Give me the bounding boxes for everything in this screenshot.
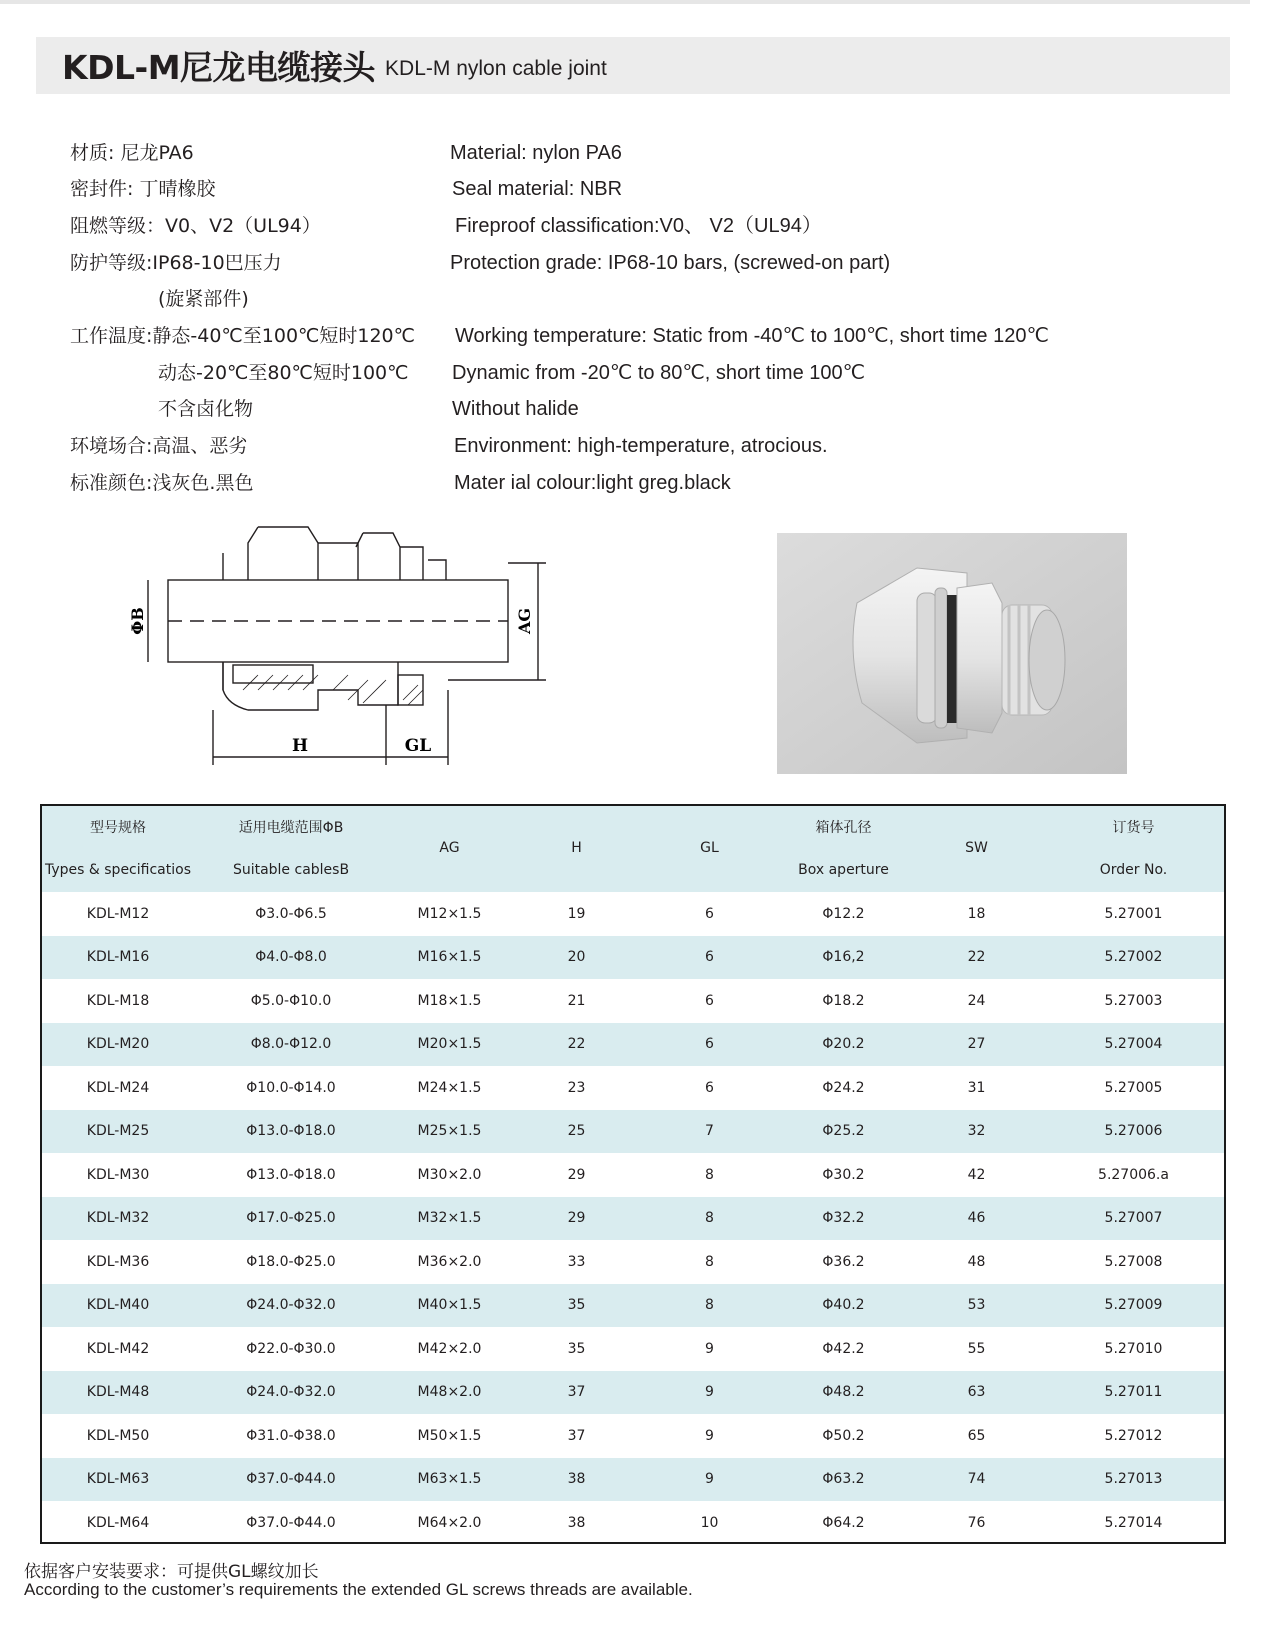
cell-cable-range: Φ37.0-Φ44.0 (246, 1514, 336, 1531)
table-row (42, 1371, 1224, 1415)
cell-type: KDL-M48 (86, 1384, 150, 1401)
cell-cable-range: Φ8.0-Φ12.0 (250, 1036, 332, 1053)
spec-cn-fireproof: 阻燃等级：V0、V2（UL94） (70, 215, 321, 237)
cell-type: KDL-M16 (86, 949, 150, 966)
cell-order-no: 5.27007 (1104, 1210, 1163, 1227)
cell-order-no: 5.27005 (1104, 1079, 1163, 1096)
cell-box-aperture: Φ20.2 (822, 1036, 865, 1053)
cell-ag: M63×1.5 (417, 1471, 482, 1488)
thread-hatching (403, 685, 423, 705)
table-row (42, 1501, 1224, 1544)
cell-box-aperture: Φ63.2 (822, 1471, 865, 1488)
cell-gl: 8 (705, 1210, 714, 1227)
cell-order-no: 5.27006.a (1098, 1166, 1169, 1183)
cell-type: KDL-M30 (86, 1166, 150, 1183)
cell-h: 29 (567, 1210, 586, 1227)
cell-h: 38 (567, 1514, 586, 1531)
cell-order-no: 5.27010 (1104, 1340, 1163, 1357)
cell-type: KDL-M12 (86, 905, 150, 922)
header-ag: AG (439, 840, 460, 856)
cell-cable-range: Φ31.0-Φ38.0 (246, 1427, 336, 1444)
cell-sw: 48 (967, 1253, 986, 1270)
cell-type: KDL-M64 (86, 1514, 150, 1531)
cell-order-no: 5.27008 (1104, 1253, 1163, 1270)
cell-h: 38 (567, 1471, 586, 1488)
bottom-outline (223, 662, 398, 710)
footnote-cn: 依据客户安装要求：可提供GL螺纹加长 (24, 1562, 319, 1582)
cell-h: 35 (567, 1297, 586, 1314)
cell-cable-range: Φ10.0-Φ14.0 (246, 1079, 336, 1096)
product-photo (777, 533, 1127, 774)
cell-sw: 24 (967, 992, 986, 1009)
hatching (243, 675, 386, 703)
cell-box-aperture: Φ64.2 (822, 1514, 865, 1531)
cell-sw: 65 (967, 1427, 986, 1444)
cell-gl: 6 (705, 1036, 714, 1053)
table-row (42, 1414, 1224, 1458)
title-bar (36, 37, 1230, 94)
spec-cn-protection-note: (旋紧部件) (158, 288, 249, 310)
cell-order-no: 5.27001 (1104, 905, 1163, 922)
cell-sw: 27 (967, 1036, 986, 1053)
cell-box-aperture: Φ50.2 (822, 1427, 865, 1444)
table-row (42, 936, 1224, 980)
cell-ag: M12×1.5 (417, 905, 482, 922)
thread-top (400, 547, 446, 580)
spec-en-colour: Mater ial colour:light greg.black (454, 472, 731, 494)
cell-gl: 9 (705, 1384, 714, 1401)
cell-cable-range: Φ18.0-Φ25.0 (246, 1253, 336, 1270)
spec-cn-environment: 环境场合:高温、恶劣 (70, 435, 248, 457)
cell-sw: 63 (967, 1384, 986, 1401)
cell-ag: M30×2.0 (417, 1166, 482, 1183)
cell-cable-range: Φ5.0-Φ10.0 (250, 992, 332, 1009)
cell-sw: 18 (967, 905, 986, 922)
cell-h: 23 (567, 1079, 586, 1096)
label-b: ΦB (128, 607, 147, 635)
table-row (42, 1327, 1224, 1371)
table-row (42, 1458, 1224, 1502)
cell-gl: 10 (700, 1514, 719, 1531)
header-order-no: 订货号 Order No. (1099, 820, 1168, 878)
spec-cn-colour: 标准颜色:浅灰色.黑色 (70, 472, 254, 494)
cell-ag: M25×1.5 (417, 1123, 482, 1140)
table-header-row (42, 806, 1224, 892)
cell-box-aperture: Φ48.2 (822, 1384, 865, 1401)
cell-gl: 6 (705, 992, 714, 1009)
cell-cable-range: Φ4.0-Φ8.0 (255, 949, 327, 966)
thread-outline (398, 675, 423, 705)
cell-cable-range: Φ3.0-Φ6.5 (255, 905, 327, 922)
cell-order-no: 5.27011 (1104, 1384, 1163, 1401)
cell-ag: M48×2.0 (417, 1384, 482, 1401)
cell-ag: M64×2.0 (417, 1514, 482, 1531)
cell-h: 21 (567, 992, 586, 1009)
cell-gl: 7 (705, 1123, 714, 1140)
header-cable-range: 适用电缆范围ΦB Suitable cablesB (232, 820, 350, 878)
cell-box-aperture: Φ16,2 (822, 949, 865, 966)
cell-sw: 31 (967, 1079, 986, 1096)
cell-sw: 32 (967, 1123, 986, 1140)
spec-en-material: Material: nylon PA6 (450, 142, 622, 164)
spec-cn-temperature-dynamic: 动态-20℃至80℃短时100℃ (158, 362, 409, 384)
cell-gl: 8 (705, 1297, 714, 1314)
spec-cn-protection: 防护等级:IP68-10巴压力 (70, 252, 282, 274)
label-ag: AG (515, 607, 534, 635)
cell-gl: 9 (705, 1340, 714, 1357)
cell-sw: 76 (967, 1514, 986, 1531)
table-row (42, 1023, 1224, 1067)
table-row (42, 1284, 1224, 1328)
page-title: KDL-M尼龙电缆接头 (62, 48, 376, 87)
cell-h: 20 (567, 949, 586, 966)
cell-gl: 8 (705, 1166, 714, 1183)
cell-h: 22 (567, 1036, 586, 1053)
cell-ag: M36×2.0 (417, 1253, 482, 1270)
table-row (42, 1153, 1224, 1197)
cell-type: KDL-M20 (86, 1036, 150, 1053)
cell-type: KDL-M40 (86, 1297, 150, 1314)
spec-cn-temperature: 工作温度:静态-40℃至100℃短时120℃ (70, 325, 415, 347)
cell-cable-range: Φ24.0-Φ32.0 (246, 1384, 336, 1401)
cell-h: 33 (567, 1253, 586, 1270)
cell-h: 19 (567, 905, 586, 922)
cell-sw: 74 (967, 1471, 986, 1488)
cell-box-aperture: Φ25.2 (822, 1123, 865, 1140)
nut-hex-top (248, 527, 318, 580)
cell-h: 37 (567, 1427, 586, 1444)
cell-type: KDL-M32 (86, 1210, 150, 1227)
cell-sw: 42 (967, 1166, 986, 1183)
table-row (42, 1110, 1224, 1154)
header-type: 型号规格 Types & specificatios (45, 820, 191, 878)
spec-table (40, 804, 1226, 1544)
cell-sw: 46 (967, 1210, 986, 1227)
cell-order-no: 5.27004 (1104, 1036, 1163, 1053)
cell-gl: 6 (705, 1079, 714, 1096)
cell-sw: 55 (967, 1340, 986, 1357)
cell-order-no: 5.27009 (1104, 1297, 1163, 1314)
cell-box-aperture: Φ12.2 (822, 905, 865, 922)
cell-cable-range: Φ37.0-Φ44.0 (246, 1471, 336, 1488)
cell-order-no: 5.27006 (1104, 1123, 1163, 1140)
cell-cable-range: Φ22.0-Φ30.0 (246, 1340, 336, 1357)
spec-cn-halide: 不含卤化物 (158, 398, 254, 420)
table-body (42, 892, 1224, 1544)
nut-hex-2 (356, 533, 400, 580)
cell-ag: M40×1.5 (417, 1297, 482, 1314)
cell-ag: M32×1.5 (417, 1210, 482, 1227)
cell-box-aperture: Φ36.2 (822, 1253, 865, 1270)
cell-order-no: 5.27013 (1104, 1471, 1163, 1488)
spec-en-fireproof: Fireproof classification:V0、 V2（UL94） (455, 215, 822, 237)
cell-order-no: 5.27012 (1104, 1427, 1163, 1444)
header-sw: SW (965, 840, 988, 856)
header-gl: GL (700, 840, 719, 856)
cell-cable-range: Φ17.0-Φ25.0 (246, 1210, 336, 1227)
cell-type: KDL-M18 (86, 992, 150, 1009)
cell-gl: 8 (705, 1253, 714, 1270)
cell-type: KDL-M63 (86, 1471, 150, 1488)
cell-box-aperture: Φ18.2 (822, 992, 865, 1009)
cell-h: 35 (567, 1340, 586, 1357)
cell-type: KDL-M42 (86, 1340, 150, 1357)
header-h: H (571, 840, 582, 856)
technical-drawing (108, 525, 588, 785)
spec-cn-material: 材质: 尼龙PA6 (70, 142, 194, 164)
cell-gl: 6 (705, 949, 714, 966)
spec-en-seal: Seal material: NBR (452, 178, 623, 200)
cell-type: KDL-M24 (86, 1079, 150, 1096)
cell-box-aperture: Φ42.2 (822, 1340, 865, 1357)
seal-outline (233, 665, 313, 683)
page-subtitle: KDL-M nylon cable joint (385, 56, 607, 80)
cell-type: KDL-M36 (86, 1253, 150, 1270)
cell-ag: M24×1.5 (417, 1079, 482, 1096)
table-row (42, 1197, 1224, 1241)
cell-ag: M42×2.0 (417, 1340, 482, 1357)
cell-ag: M18×1.5 (417, 992, 482, 1009)
spec-en-temperature: Working temperature: Static from -40℃ to 100℃, short time 120℃ (455, 325, 1049, 347)
cell-ag: M20×1.5 (417, 1036, 482, 1053)
cell-h: 25 (567, 1123, 586, 1140)
spec-cn-seal: 密封件: 丁晴橡胶 (70, 178, 216, 200)
label-h: H (291, 736, 309, 756)
footnote-en: According to the customer’s requirements the extended GL screws threads are available. (24, 1580, 693, 1599)
cell-h: 37 (567, 1384, 586, 1401)
table-row (42, 1240, 1224, 1284)
spec-en-temperature-dynamic: Dynamic from -20℃ to 80℃, short time 100℃ (452, 362, 866, 384)
cell-order-no: 5.27002 (1104, 949, 1163, 966)
label-gl: GL (404, 736, 432, 756)
cell-box-aperture: Φ40.2 (822, 1297, 865, 1314)
cell-gl: 9 (705, 1471, 714, 1488)
cell-h: 29 (567, 1166, 586, 1183)
cell-box-aperture: Φ24.2 (822, 1079, 865, 1096)
cell-box-aperture: Φ32.2 (822, 1210, 865, 1227)
cell-type: KDL-M25 (86, 1123, 150, 1140)
table-row (42, 1066, 1224, 1110)
spec-en-protection: Protection grade: IP68-10 bars, (screwed-on part) (450, 252, 891, 274)
spec-en-halide: Without halide (452, 398, 579, 420)
cell-cable-range: Φ24.0-Φ32.0 (246, 1297, 336, 1314)
cell-type: KDL-M50 (86, 1427, 150, 1444)
top-divider (0, 0, 1250, 4)
cell-sw: 22 (967, 949, 986, 966)
cell-order-no: 5.27014 (1104, 1514, 1163, 1531)
table-row (42, 979, 1224, 1023)
table-row (42, 892, 1224, 936)
cell-cable-range: Φ13.0-Φ18.0 (246, 1123, 336, 1140)
cell-sw: 53 (967, 1297, 986, 1314)
header-box-aperture: 箱体孔径 Box aperture (798, 820, 889, 878)
cell-box-aperture: Φ30.2 (822, 1166, 865, 1183)
cell-ag: M50×1.5 (417, 1427, 482, 1444)
cell-gl: 6 (705, 905, 714, 922)
cell-cable-range: Φ13.0-Φ18.0 (246, 1166, 336, 1183)
spec-en-environment: Environment: high-temperature, atrocious. (454, 435, 828, 457)
cell-gl: 9 (705, 1427, 714, 1444)
cell-ag: M16×1.5 (417, 949, 482, 966)
nut-body-top (318, 543, 358, 580)
cell-order-no: 5.27003 (1104, 992, 1163, 1009)
